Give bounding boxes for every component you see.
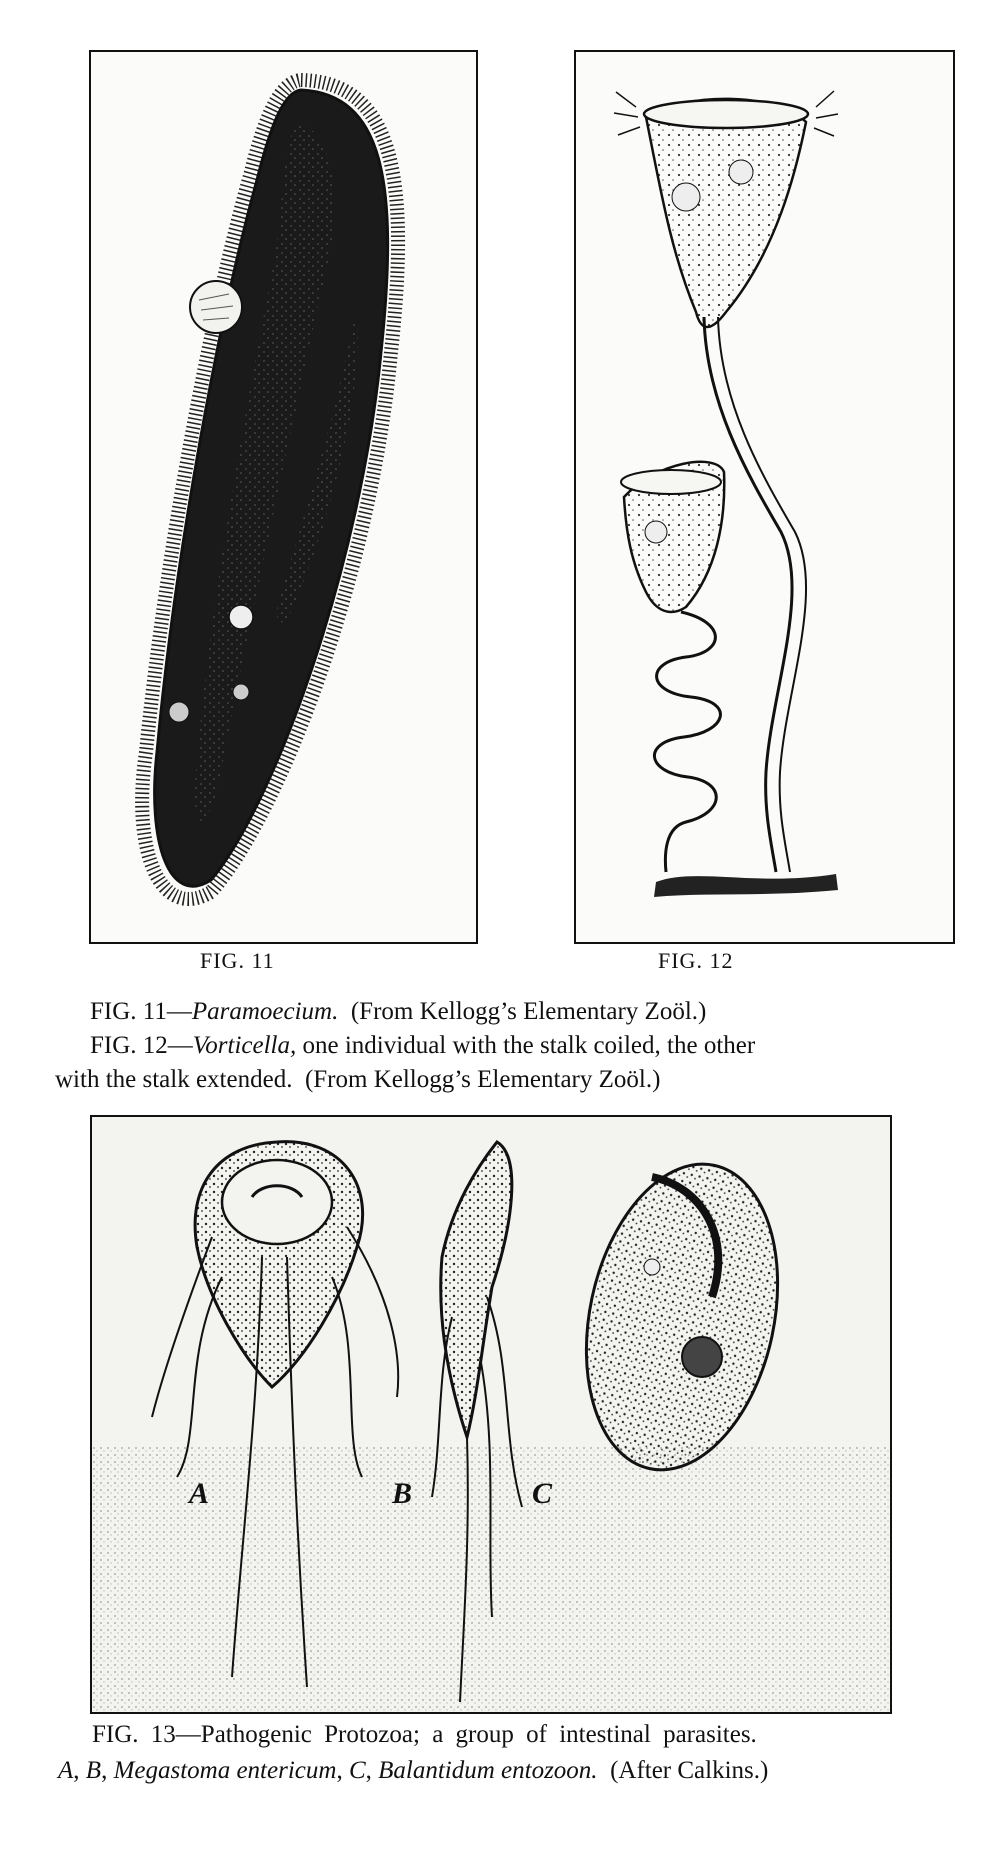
letter-c: C [348, 1757, 366, 1784]
paramecium-drawing [91, 52, 476, 942]
letter-a: A [58, 1757, 74, 1784]
label-b: B [392, 1477, 413, 1510]
vorticella-drawing [576, 52, 953, 942]
figure-13-illustration [90, 1115, 892, 1714]
figure-12-caption-line-2: with the stalk extended. (From Kellogg’s Elementary Zoöl.) [55, 1066, 661, 1093]
figure-13-caption [92, 1718, 757, 1752]
separator: , [336, 1757, 349, 1784]
separator: , [73, 1757, 86, 1784]
figure-11-illustration [89, 50, 478, 944]
figure-12-illustration [574, 50, 955, 944]
caption-prefix: FIG. 11— [90, 998, 192, 1025]
separator: , [365, 1757, 379, 1784]
figure-13-caption-line-2 [58, 1754, 768, 1788]
letter-b: B [85, 1757, 102, 1784]
figure-11-caption [90, 995, 706, 1029]
protozoa-drawing [92, 1117, 890, 1712]
label-c: C [532, 1477, 553, 1510]
balantidium [560, 1146, 804, 1487]
separator: , [101, 1757, 114, 1784]
caption-text: (From Kellogg’s Elementary Zoöl.) [338, 998, 707, 1025]
species-name: Balantidum entozoon. [378, 1757, 598, 1784]
caption-text: one individual with the stalk coiled, the other [296, 1032, 756, 1059]
caption-credit: (After Calkins.) [597, 1757, 769, 1784]
label-a: A [189, 1477, 210, 1510]
caption-prefix: FIG. 13— [92, 1721, 201, 1748]
caption-text: Pathogenic Protozoa; a group of intestinal parasites. [200, 1721, 757, 1748]
figure-12-caption [90, 1029, 755, 1063]
figure-11-label: FIG. 11 [200, 948, 275, 973]
caption-prefix: FIG. 12— [90, 1032, 193, 1059]
species-name: Megastoma entericum [113, 1757, 337, 1784]
species-name: Paramoecium. [191, 998, 339, 1025]
figure-12-label: FIG. 12 [658, 948, 734, 973]
species-name: Vorticella, [192, 1032, 297, 1059]
